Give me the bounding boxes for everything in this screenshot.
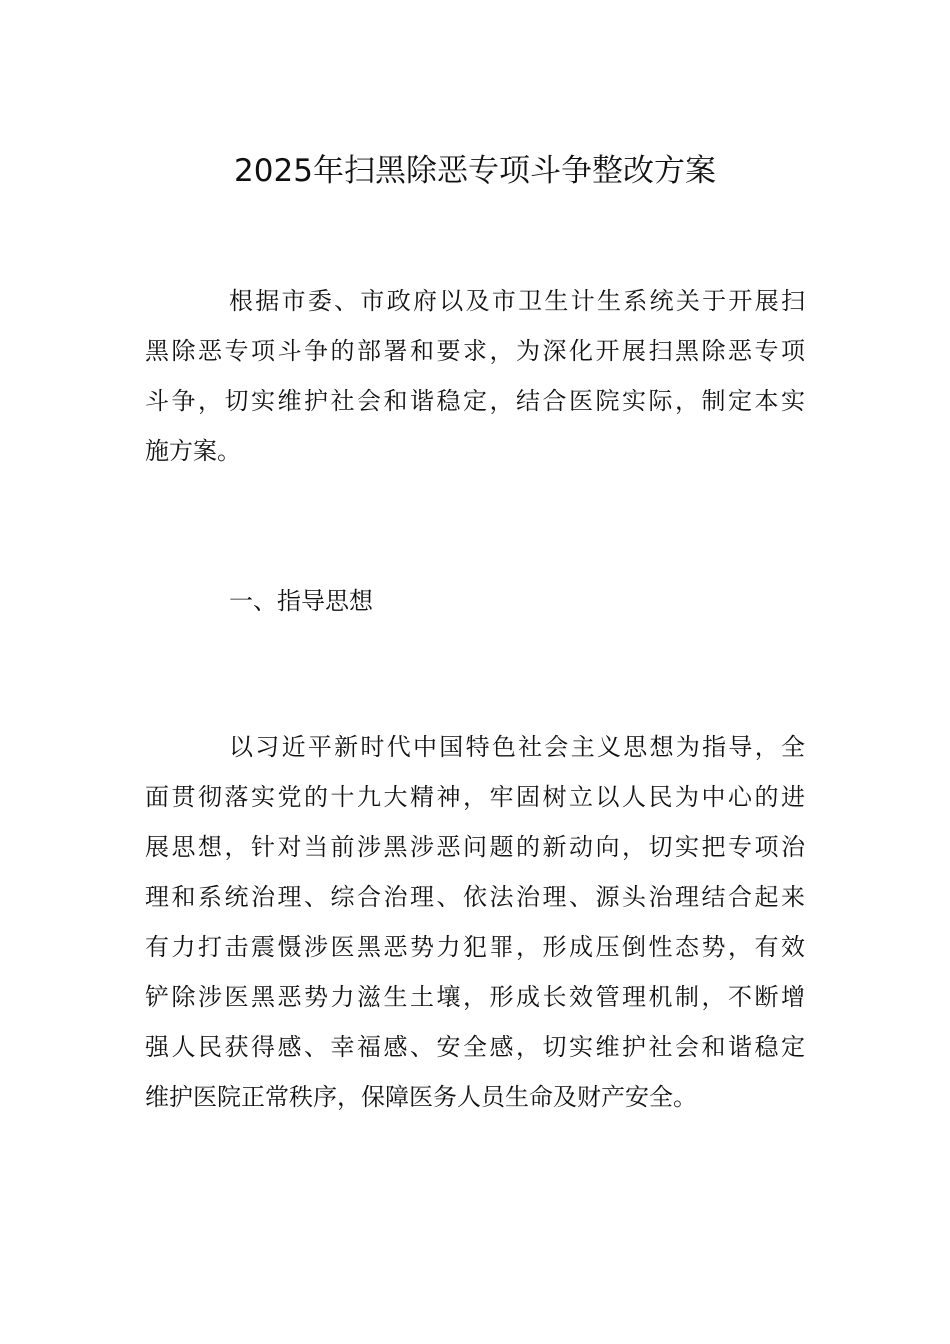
paragraph-line: 展思想，针对当前涉黑涉恶问题的新动向，切实把专项治 [145, 833, 805, 861]
document-title: 2025年扫黑除恶专项斗争整改方案 [234, 152, 716, 189]
paragraph-line: 面贯彻落实党的十九大精神，牢固树立以人民为中心的进 [145, 783, 805, 811]
paragraph-line: 铲除涉医黑恶势力滋生土壤，形成长效管理机制，不断增 [145, 983, 805, 1011]
section1-paragraph [145, 722, 805, 1122]
paragraph-line: 根据市委、市政府以及市卫生计生系统关于开展扫 [229, 287, 805, 315]
intro-paragraph [145, 276, 805, 476]
paragraph-line: 施方案。 [145, 437, 241, 465]
paragraph-line: 维护医院正常秩序，保障医务人员生命及财产安全。 [145, 1083, 697, 1111]
paragraph-line: 黑除恶专项斗争的部署和要求，为深化开展扫黑除恶专项 [145, 337, 805, 365]
section-heading-guiding-ideology: 一、指导思想 [229, 587, 373, 615]
paragraph-line: 理和系统治理、综合治理、依法治理、源头治理结合起来 [145, 883, 805, 911]
paragraph-line: 有力打击震慑涉医黑恶势力犯罪，形成压倒性态势，有效 [145, 933, 805, 961]
paragraph-line: 斗争，切实维护社会和谐稳定，结合医院实际，制定本实 [145, 387, 805, 415]
paragraph-line: 以习近平新时代中国特色社会主义思想为指导，全 [229, 733, 805, 761]
paragraph-line: 强人民获得感、幸福感、安全感，切实维护社会和谐稳定 [145, 1033, 805, 1061]
